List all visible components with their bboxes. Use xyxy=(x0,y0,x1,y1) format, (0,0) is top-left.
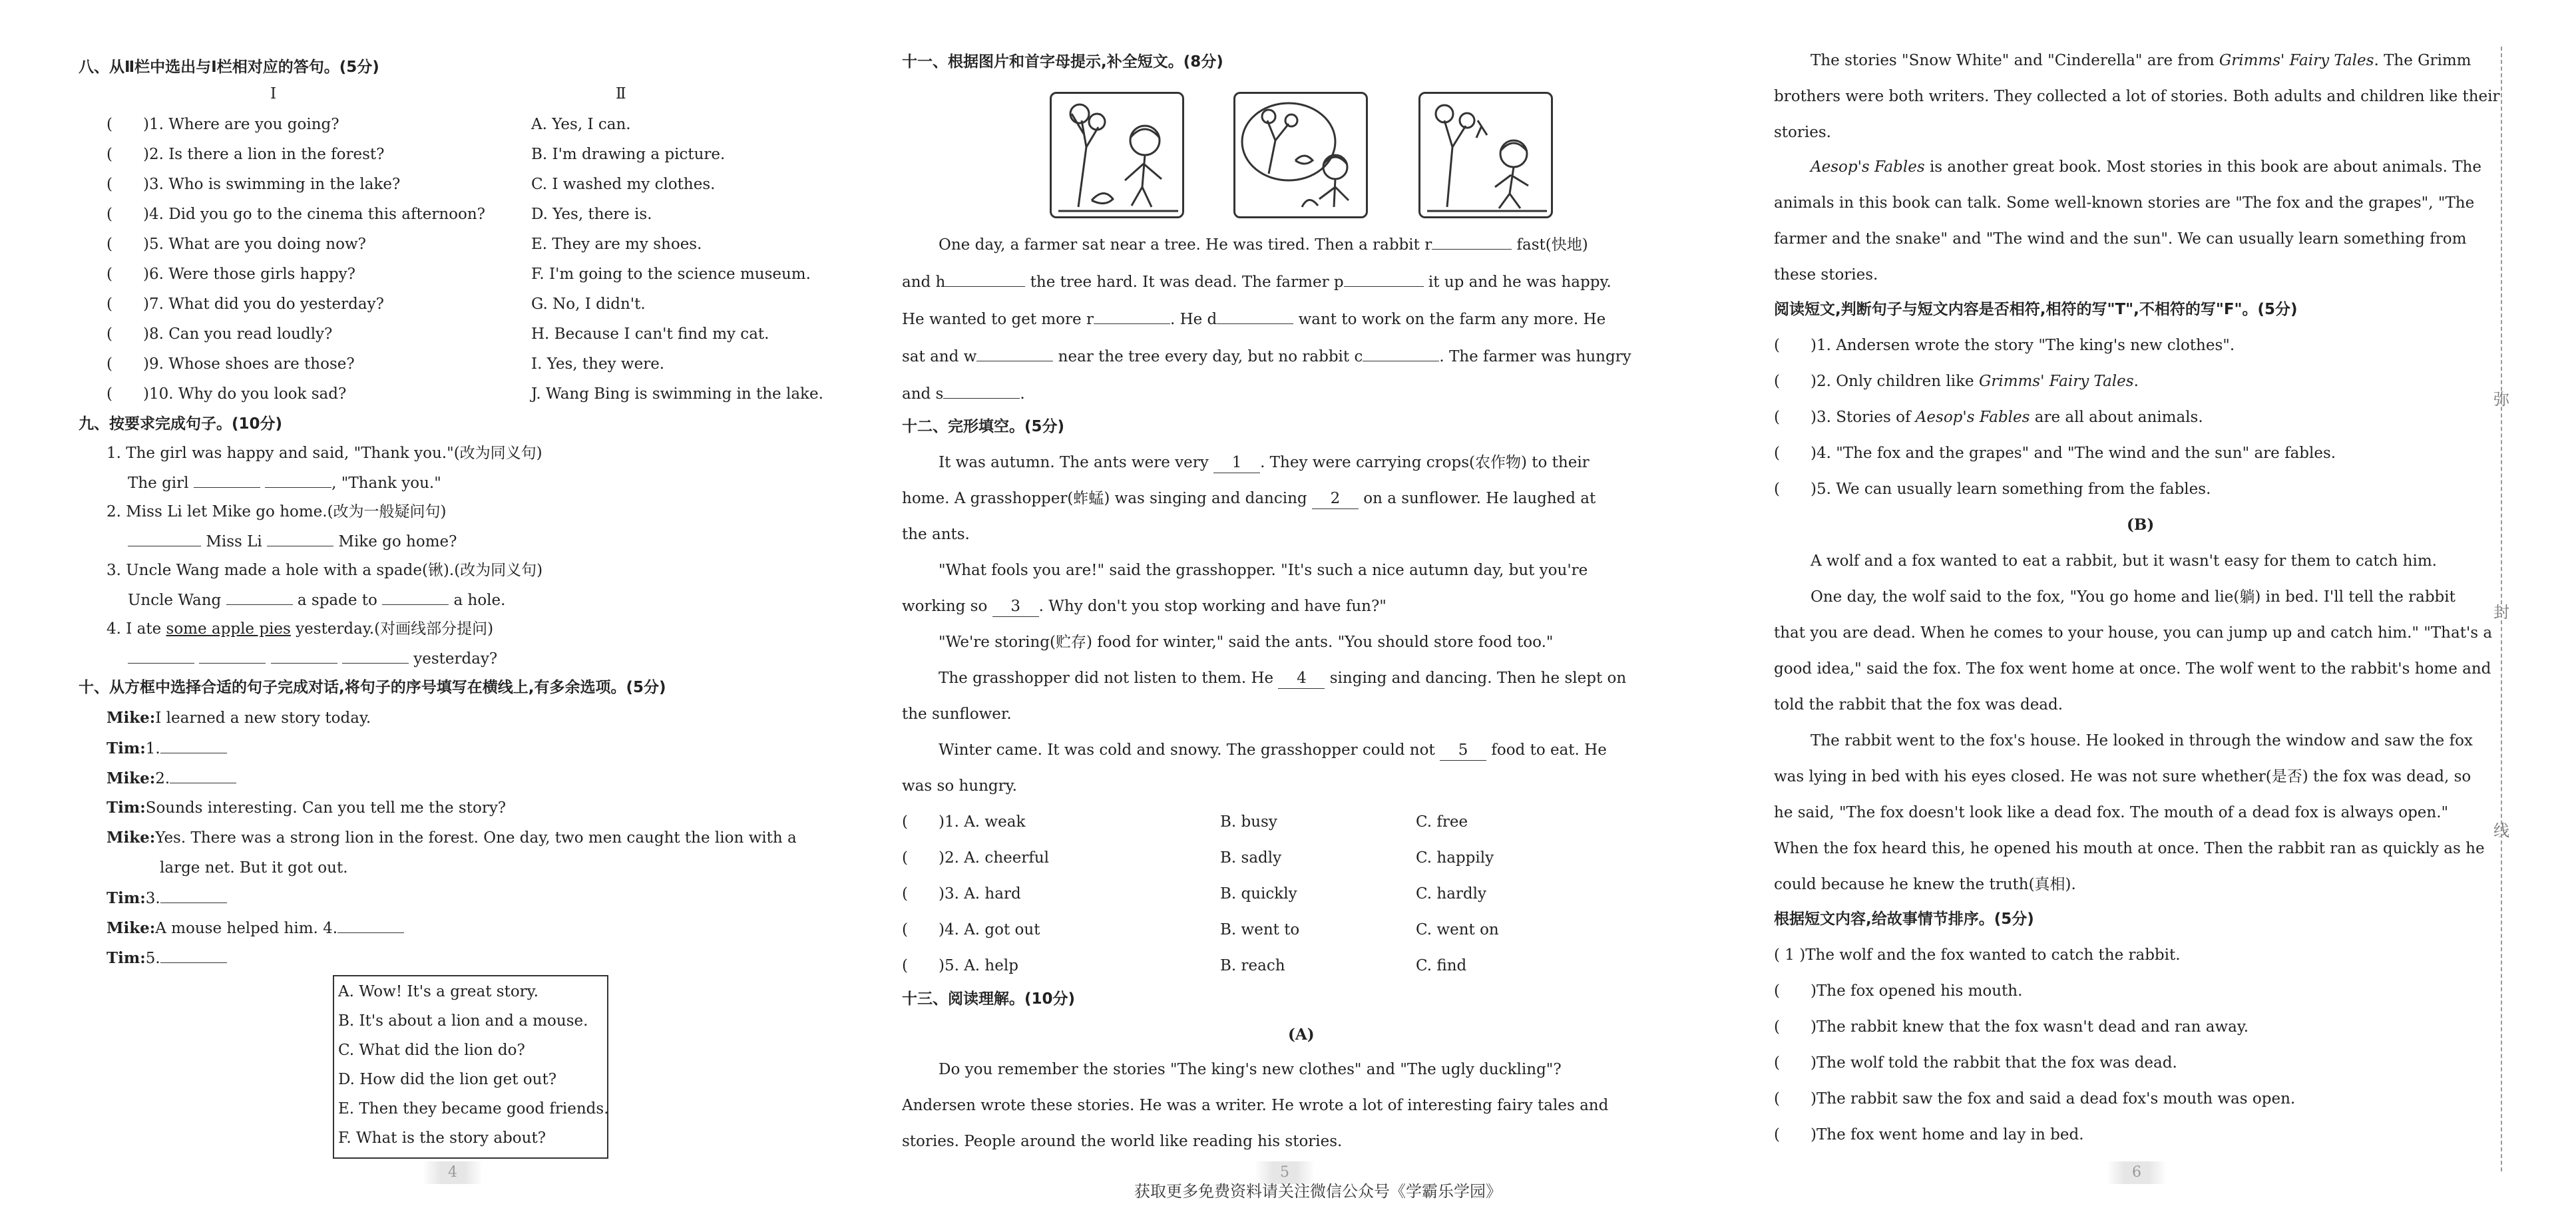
order-item: ( )The wolf told the rabbit that the fox was dead. xyxy=(1774,1054,2177,1072)
blank[interactable] xyxy=(945,272,1025,287)
question-1: 1. The girl was happy and said, "Thank you."(改为同义句) xyxy=(107,445,542,462)
picture-1-farmer-rabbit-tree xyxy=(1050,92,1184,218)
blank[interactable] xyxy=(382,590,449,605)
dialogue-line xyxy=(107,948,227,968)
true-false-heading: 阅读短文,判断句子与短文内容是否相符,相符的写"T",不相符的写"F"。(5分) xyxy=(1774,301,2298,318)
option-item: C. What did the lion do? xyxy=(338,1042,525,1059)
choice-b: B. quickly xyxy=(1220,885,1297,903)
section-10-heading: 十、从方框中选择合适的句子完成对话,将句子的序号填写在横线上,有多余选项。(5分) xyxy=(79,679,666,696)
answer-text: , "Thank you." xyxy=(331,475,441,492)
answer-text: yesterday? xyxy=(413,650,498,668)
option-item: B. It's about a lion and a mouse. xyxy=(338,1012,588,1030)
blank[interactable] xyxy=(1432,234,1512,250)
passage-text: is another great book. Most stories in this book are about animals. The xyxy=(1924,158,2481,176)
blank[interactable] xyxy=(128,648,194,664)
choice-a: ( )5. A. help xyxy=(902,957,1018,974)
speaker: Tim: xyxy=(107,949,146,967)
blank[interactable] xyxy=(1094,309,1170,324)
speaker: Mike: xyxy=(107,919,156,937)
blank[interactable] xyxy=(170,768,236,783)
passage-text: it up and he was happy. xyxy=(1428,274,1611,291)
passage-line: One day, the wolf said to the fox, "You go home and lie(躺) in bed. I'll tell the rabbit xyxy=(1811,588,2456,606)
seal-char: 弥 xyxy=(2493,390,2509,409)
tf-item xyxy=(1774,407,2203,427)
numbered-blank[interactable]: 4 xyxy=(1278,668,1325,689)
blank[interactable] xyxy=(1363,346,1439,361)
dialogue-text: Sounds interesting. Can you tell me the story? xyxy=(145,799,507,817)
dialogue-line xyxy=(107,828,797,848)
numbered-blank[interactable]: 3 xyxy=(992,596,1039,617)
dialogue-text: 3. xyxy=(145,890,160,907)
passage-line: "What fools you are!" said the grasshopper. "It's such a nice autumn day, but you're xyxy=(939,562,1588,579)
section-13-heading: 十三、阅读理解。(10分) xyxy=(902,990,1076,1008)
answer-text: a spade to xyxy=(297,592,377,609)
passage-line: told the rabbit that the fox was dead. xyxy=(1774,696,2063,713)
order-item: ( )The rabbit saw the fox and said a dead fox's mouth was open. xyxy=(1774,1090,2296,1107)
passage-text: He wanted to get more r xyxy=(902,311,1094,328)
dialogue-text: Yes. There was a strong lion in the forest. One day, two men caught the lion with a xyxy=(155,829,797,847)
page-5 xyxy=(902,0,1667,1208)
choice-c: C. hardly xyxy=(1416,885,1486,903)
farmer-dream-illustration xyxy=(1235,94,1366,216)
choice-b: B. busy xyxy=(1220,813,1277,831)
speaker: Mike: xyxy=(107,769,156,787)
list-item: ( )3. Who is swimming in the lake? xyxy=(107,176,401,193)
choice-b: B. sadly xyxy=(1220,849,1282,867)
dialogue-line xyxy=(107,768,236,789)
blank[interactable] xyxy=(1344,272,1424,287)
passage-text: singing and dancing. Then he slept on xyxy=(1329,670,1627,687)
list-item: ( )5. What are you doing now? xyxy=(107,236,366,253)
part-b-label: (B) xyxy=(2127,516,2155,534)
passage-text: the tree hard. It was dead. The farmer p xyxy=(1030,274,1344,291)
passage-line: stories. xyxy=(1774,124,1831,141)
speaker: Tim: xyxy=(107,739,146,757)
list-item: ( )2. Is there a lion in the forest? xyxy=(107,146,385,163)
option-item: D. How did the lion get out? xyxy=(338,1071,557,1088)
answer-text: Uncle Wang xyxy=(128,592,222,609)
order-item: ( )The fox went home and lay in bed. xyxy=(1774,1126,2084,1143)
blank[interactable] xyxy=(976,346,1053,361)
passage-text: on a sunflower. He laughed at xyxy=(1363,490,1596,507)
cloze-line xyxy=(902,272,1611,292)
passage-line: The rabbit went to the fox's house. He looked in through the window and saw the fox xyxy=(1811,732,2473,749)
option-item: E. Then they became good friends. xyxy=(338,1100,609,1117)
choice-c: C. happily xyxy=(1416,849,1494,867)
cloze-line xyxy=(902,383,1025,404)
blank[interactable] xyxy=(226,590,293,605)
dialogue-line xyxy=(107,738,227,759)
answer-line-3 xyxy=(128,590,505,610)
book-title: Aesop's Fables xyxy=(1915,409,2030,426)
item-text: ( )2. Only children like xyxy=(1774,373,1979,390)
question-text: 4. I ate xyxy=(107,620,166,638)
answer-text: Mike go home? xyxy=(338,533,457,550)
speaker: Tim: xyxy=(107,889,146,907)
list-item: H. Because I can't find my cat. xyxy=(531,325,769,343)
passage-line: "We're storing(贮存) food for winter," said the ants. "You should store food too." xyxy=(939,634,1554,651)
passage-line xyxy=(939,453,1590,473)
dialogue-text: 1. xyxy=(145,740,160,757)
answer-text: Miss Li xyxy=(206,533,262,550)
blank[interactable] xyxy=(160,738,227,753)
passage-line: Andersen wrote these stories. He was a writer. He wrote a lot of interesting fairy tales and xyxy=(902,1097,1609,1114)
passage-text: fast(快地) xyxy=(1516,236,1588,254)
dialogue-text: I learned a new story today. xyxy=(155,709,371,727)
tf-item: ( )5. We can usually learn something from the fables. xyxy=(1774,481,2211,498)
dialogue-line xyxy=(107,798,506,818)
passage-text: near the tree every day, but no rabbit c xyxy=(1058,348,1363,365)
passage-line: the ants. xyxy=(902,526,970,543)
list-item: ( )1. Where are you going? xyxy=(107,116,339,133)
blank[interactable] xyxy=(1217,309,1293,324)
choice-c: C. find xyxy=(1416,957,1467,974)
answer-text: a hole. xyxy=(453,592,506,609)
passage-text: sat and w xyxy=(902,348,977,365)
list-item: ( )10. Why do you look sad? xyxy=(107,385,347,403)
passage-line: that you are dead. When he comes to your house, you can jump up and catch him." "That's a xyxy=(1774,624,2493,642)
option-item: A. Wow! It's a great story. xyxy=(338,983,538,1000)
passage-line: he said, "The fox doesn't look like a dead fox. The mouth of a dead fox is always open." xyxy=(1774,804,2449,821)
options-box xyxy=(333,975,608,1159)
choice-a: ( )2. A. cheerful xyxy=(902,849,1050,867)
page-number: 6 xyxy=(2107,1161,2167,1184)
passage-text: want to work on the farm any more. He xyxy=(1298,311,1606,328)
answer-text: The girl xyxy=(128,475,189,492)
part-a-label: (A) xyxy=(1288,1026,1315,1044)
passage-line: When the fox heard this, he opened his mouth at once. Then the rabbit ran as quickly as he xyxy=(1774,840,2485,857)
passage-line: farmer and the snake" and "The wind and the sun". We can usually learn something from xyxy=(1774,230,2467,248)
list-item: I. Yes, they were. xyxy=(531,355,665,373)
question-2: 2. Miss Li let Mike go home.(改为一般疑问句) xyxy=(107,503,447,520)
page-4 xyxy=(73,0,839,1208)
list-item: ( )9. Whose shoes are those? xyxy=(107,355,355,373)
list-item: C. I washed my clothes. xyxy=(531,176,716,193)
column-1-label: Ⅰ xyxy=(270,85,277,102)
footer-note: 获取更多免费资料请关注微信公众号《学霸乐学园》 xyxy=(1134,1182,1502,1201)
page-number: 5 xyxy=(1255,1161,1315,1184)
passage-line: was lying in bed with his eyes closed. He was not sure whether(是否) the fox was dead, so xyxy=(1774,768,2471,785)
item-text: ( )3. Stories of xyxy=(1774,409,1916,426)
passage-line: stories. People around the world like reading his stories. xyxy=(902,1133,1343,1150)
blank[interactable] xyxy=(337,918,404,933)
passage-text: home. A grasshopper(蚱蜢) was singing and dancing xyxy=(902,490,1307,507)
section-12-heading: 十二、完形填空。(5分) xyxy=(902,418,1065,435)
section-11-heading: 十一、根据图片和首字母提示,补全短文。(8分) xyxy=(902,53,1223,71)
passage-line xyxy=(1811,157,2481,177)
ordering-heading: 根据短文内容,给故事情节排序。(5分) xyxy=(1774,910,2034,928)
choice-b: B. went to xyxy=(1220,921,1300,938)
passage-text: . They were carrying crops(农作物) to their xyxy=(1260,454,1590,471)
question-4 xyxy=(107,619,493,639)
column-2-label: Ⅱ xyxy=(616,85,626,102)
blank[interactable] xyxy=(199,648,266,664)
list-item: ( )4. Did you go to the cinema this afternoon? xyxy=(107,206,486,223)
section-9-heading: 九、按要求完成句子。(10分) xyxy=(79,415,283,433)
option-item: F. What is the story about? xyxy=(338,1129,546,1147)
dialogue-line: large net. But it got out. xyxy=(160,859,348,877)
list-item: D. Yes, there is. xyxy=(531,206,652,223)
dialogue-line xyxy=(107,918,404,938)
item-text: are all about animals. xyxy=(2030,409,2203,426)
passage-text: . xyxy=(1020,385,1025,403)
question-text: yesterday.(对画线部分提问) xyxy=(290,620,494,638)
passage-text: food to eat. He xyxy=(1491,741,1607,759)
order-item: ( )The rabbit knew that the fox wasn't dead and ran away. xyxy=(1774,1018,2249,1036)
dialogue-line xyxy=(107,708,371,728)
passage-text: Winter came. It was cold and snowy. The grasshopper could not xyxy=(939,741,1435,759)
book-title: Grimms' Fairy Tales xyxy=(1978,373,2134,390)
list-item: ( )8. Can you read loudly? xyxy=(107,325,333,343)
list-item: B. I'm drawing a picture. xyxy=(531,146,726,163)
passage-text: The stories "Snow White" and "Cinderella" are from xyxy=(1811,52,2219,69)
blank[interactable] xyxy=(267,531,333,546)
choice-c: C. went on xyxy=(1416,921,1499,938)
passage-text: and s xyxy=(902,385,944,403)
blank[interactable] xyxy=(194,473,260,488)
cloze-line xyxy=(902,309,1606,329)
passage-line: the sunflower. xyxy=(902,705,1012,723)
numbered-blank[interactable]: 5 xyxy=(1440,740,1486,761)
passage-text: . He d xyxy=(1170,311,1217,328)
dialogue-text: 5. xyxy=(145,950,160,967)
passage-line: was so hungry. xyxy=(902,777,1017,795)
dialogue-text: A mouse helped him. 4. xyxy=(155,920,338,937)
underlined-phrase: some apple pies xyxy=(166,620,291,638)
order-item: ( )The fox opened his mouth. xyxy=(1774,982,2023,1000)
blank[interactable] xyxy=(271,648,337,664)
passage-text: . The farmer was hungry xyxy=(1439,348,1631,365)
passage-line xyxy=(902,596,1387,617)
page-6 xyxy=(1774,0,2500,1208)
list-item: ( )6. Were those girls happy? xyxy=(107,266,355,283)
passage-line: Do you remember the stories "The king's new clothes" and "The ugly duckling"? xyxy=(939,1061,1562,1078)
book-title: Aesop's Fables xyxy=(1811,158,1925,176)
blank[interactable] xyxy=(943,383,1020,399)
speaker: Mike: xyxy=(107,829,156,847)
book-title: Grimms' Fairy Tales xyxy=(2219,52,2374,69)
choice-a: ( )1. A. weak xyxy=(902,813,1026,831)
passage-line: animals in this book can talk. Some well-known stories are "The fox and the grapes", "The xyxy=(1774,194,2475,212)
list-item: F. I'm going to the science museum. xyxy=(531,266,811,283)
list-item: ( )7. What did you do yesterday? xyxy=(107,296,384,313)
order-item: ( 1 )The wolf and the fox wanted to catch the rabbit. xyxy=(1774,946,2181,964)
blank[interactable] xyxy=(160,948,227,963)
item-text: . xyxy=(2133,373,2139,390)
section-8-heading: 八、从Ⅱ栏中选出与Ⅰ栏相对应的答句。(5分) xyxy=(79,59,379,76)
picture-3-farmer-waiting xyxy=(1418,92,1553,218)
answer-line-4 xyxy=(128,648,497,669)
passage-text: . Why don't you stop working and have fun?" xyxy=(1038,598,1387,615)
speaker: Tim: xyxy=(107,799,146,817)
numbered-blank[interactable]: 1 xyxy=(1213,453,1260,473)
choice-a: ( )4. A. got out xyxy=(902,921,1040,938)
passage-line: brothers were both writers. They collected a lot of stories. Both adults and children like their xyxy=(1774,88,2500,105)
cloze-line xyxy=(902,346,1631,367)
seal-char: 线 xyxy=(2493,821,2509,840)
passage-text: One day, a farmer sat near a tree. He was tired. Then a rabbit r xyxy=(939,236,1432,254)
question-3: 3. Uncle Wang made a hole with a spade(锹).(改为同义句) xyxy=(107,562,543,579)
dialogue-text: 2. xyxy=(155,770,170,787)
passage-text: It was autumn. The ants were very xyxy=(939,454,1209,471)
farmer-waiting-illustration xyxy=(1420,94,1551,216)
passage-line xyxy=(939,740,1607,761)
passage-line xyxy=(1811,51,2471,71)
cloze-line xyxy=(939,234,1588,255)
tf-item: ( )4. "The fox and the grapes" and "The wind and the sun" are fables. xyxy=(1774,445,2336,462)
blank[interactable] xyxy=(128,531,201,546)
list-item: G. No, I didn't. xyxy=(531,296,646,313)
speaker: Mike: xyxy=(107,709,156,727)
passage-line xyxy=(939,668,1626,689)
passage-text: . The Grimm xyxy=(2374,52,2471,69)
blank[interactable] xyxy=(160,888,227,903)
dialogue-line xyxy=(107,888,227,908)
answer-line-2 xyxy=(128,531,457,552)
passage-line xyxy=(902,489,1596,509)
passage-line: good idea," said the fox. The fox went home at once. The wolf went to the rabbit's home and xyxy=(1774,660,2491,678)
blank[interactable] xyxy=(342,648,409,664)
blank[interactable] xyxy=(265,473,331,488)
picture-2-farmer-dreaming xyxy=(1233,92,1368,218)
farmer-tree-illustration xyxy=(1052,94,1182,216)
list-item: J. Wang Bing is swimming in the lake. xyxy=(531,385,823,403)
list-item: A. Yes, I can. xyxy=(531,116,631,133)
tf-item xyxy=(1774,371,2139,391)
passage-line: these stories. xyxy=(1774,266,1878,284)
list-item: E. They are my shoes. xyxy=(531,236,702,253)
page-number: 4 xyxy=(423,1161,483,1184)
passage-text: The grasshopper did not listen to them. He xyxy=(939,670,1274,687)
passage-text: working so xyxy=(902,598,988,615)
choice-b: B. reach xyxy=(1220,957,1285,974)
seal-char: 封 xyxy=(2493,603,2509,622)
numbered-blank[interactable]: 2 xyxy=(1312,489,1359,509)
answer-line-1 xyxy=(128,473,441,493)
passage-line: A wolf and a fox wanted to eat a rabbit, but it wasn't easy for them to catch him. xyxy=(1811,552,2437,570)
choice-c: C. free xyxy=(1416,813,1468,831)
tf-item: ( )1. Andersen wrote the story "The king's new clothes". xyxy=(1774,337,2235,354)
choice-a: ( )3. A. hard xyxy=(902,885,1021,903)
passage-line: could because he knew the truth(真相). xyxy=(1774,876,2076,893)
passage-text: and h xyxy=(902,274,946,291)
